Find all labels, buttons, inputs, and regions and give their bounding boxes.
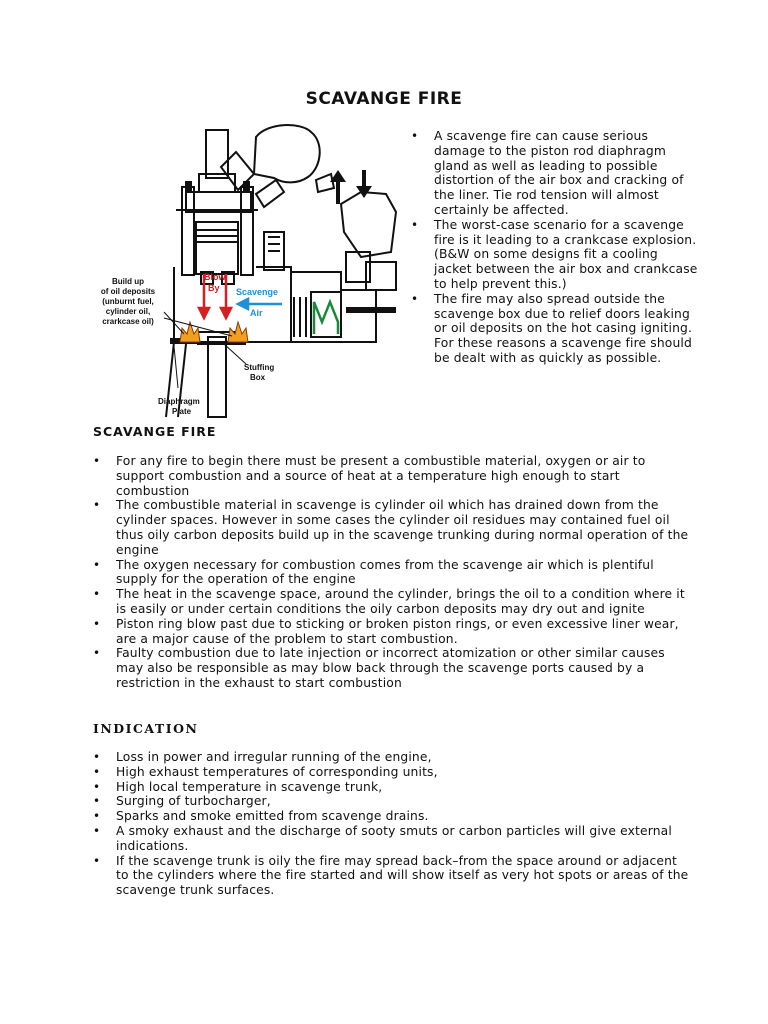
by-label: By xyxy=(208,283,220,293)
list-item: • A smoky exhaust and the discharge of sooty smuts or carbon particles will give external indications. xyxy=(90,824,690,854)
list-item: • If the scavenge trunk is oily the fire may spread back–from the space around or adjacent to the cylinders where the fire started and will show itself as very hot spots or areas of the scavenge trunk surfaces. xyxy=(90,854,690,898)
scavenge-label: Scavenge xyxy=(236,287,279,297)
blow-label: Blow xyxy=(204,272,226,282)
scavenge-fire-diagram xyxy=(86,122,404,420)
buildup-label-1: Build up xyxy=(112,277,144,286)
list-item: • Loss in power and irregular running of the engine, xyxy=(90,750,690,765)
buildup-label-5: crarkcase oil) xyxy=(102,317,154,326)
buildup-label-3: (unburnt fuel, xyxy=(102,297,154,306)
air-label: Air xyxy=(250,308,263,318)
list-item: • The worst-case scenario for a scavenge fire is it leading to a crankcase explosion. (B&W on some designs fit a cooling jacket between the air box and crankcase to help prevent this.) xyxy=(408,218,698,292)
list-item: • The fire may also spread outside the scavenge box due to relief doors leaking or oil deposits on the hot casing igniting. For these reasons a scavenge fire should be dealt with as quickly as possible. xyxy=(408,292,698,366)
list-item: • For any fire to begin there must be present a combustible material, oxygen or air to support combustion and a source of heat at a temperature high enough to start combustion xyxy=(90,454,690,498)
list-item: • Piston ring blow past due to sticking or broken piston rings, or even excessive liner wear, are a major cause of the problem to start combustion. xyxy=(90,617,690,647)
buildup-label-2: of oil deposits xyxy=(100,287,156,296)
page-title: SCAVANGE FIRE xyxy=(305,89,463,109)
plate-label: Plate xyxy=(172,407,192,416)
intro-bullet-list xyxy=(408,129,698,366)
list-item: • Sparks and smoke emitted from scavenge drains. xyxy=(90,809,690,824)
list-item: • The combustible material in scavenge is cylinder oil which has drained down from the cylinder spaces. However in some cases the cylinder oil residues may contained fuel oil thus oily carbon deposits build up in the scavenge trunking during normal operation of the engine xyxy=(90,498,690,557)
list-item: • The oxygen necessary for combustion comes from the scavenge air which is plentiful supply for the operation of the engine xyxy=(90,558,690,588)
section-heading-indication: INDICATION xyxy=(93,721,199,736)
indication-bullet-list xyxy=(90,750,690,898)
list-item: • A scavenge fire can cause serious damage to the piston rod diaphragm gland as well as leading to possible distortion of the air box and cracking of the liner. Tie rod tension will almost certainly be affected. xyxy=(408,129,698,218)
list-item: • Surging of turbocharger, xyxy=(90,794,690,809)
engine-cross-section-illustration xyxy=(86,122,404,420)
list-item: • The heat in the scavenge space, around the cylinder, brings the oil to a condition where it is easily or under certain conditions the oily carbon deposits may dry out and ignite xyxy=(90,587,690,617)
section-heading-scavange-fire: SCAVANGE FIRE xyxy=(93,424,217,439)
list-item: • Faulty combustion due to late injection or incorrect atomization or other similar causes may also be responsible as may blow back through the scavenge ports caused by a restriction in the exhaust to start combustion xyxy=(90,646,690,690)
buildup-label-4: cylinder oil, xyxy=(105,307,151,316)
list-item: • High local temperature in scavenge trunk, xyxy=(90,780,690,795)
stuffing-label: Stuffing xyxy=(244,363,275,372)
scavange-fire-bullet-list xyxy=(90,454,690,691)
box-label: Box xyxy=(250,373,266,382)
diaphragm-label: Diaphragm xyxy=(158,397,200,406)
list-item: • High exhaust temperatures of corresponding units, xyxy=(90,765,690,780)
